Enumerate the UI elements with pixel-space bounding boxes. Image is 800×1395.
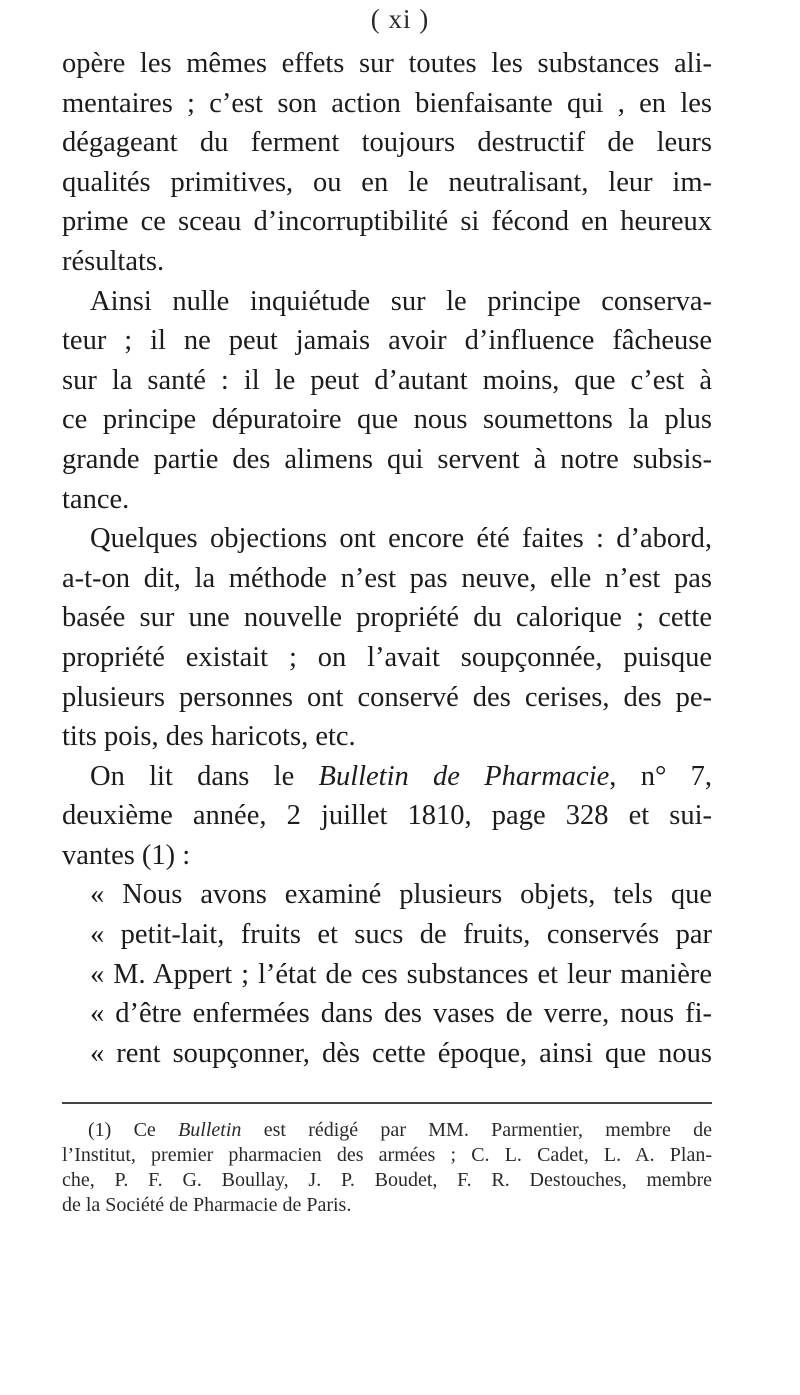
page-number: ( xi )	[370, 4, 430, 34]
text-line: Ainsi nulle inquiétude sur le principe conserva-	[90, 285, 712, 317]
text-line: basée sur une nouvelle propriété du calorique ; cette	[62, 602, 712, 634]
quote-line: « M. Appert ; l’état de ces substances et leur manière	[90, 958, 712, 990]
footnote-line: l’Institut, premier pharmacien des armées ; C. L. Cadet, L. A. Plan-	[62, 1144, 712, 1166]
text-line: plusieurs personnes ont conservé des cerises, des pe-	[62, 681, 712, 713]
text-line: tits pois, des haricots, etc.	[62, 721, 356, 753]
footnote-line: de la Société de Pharmacie de Paris.	[62, 1194, 352, 1216]
quote-line: « d’être enfermées dans des vases de verre, nous fi-	[90, 998, 712, 1030]
footnote-line: che, P. F. G. Boullay, J. P. Boudet, F. R. Destouches, membre	[62, 1169, 712, 1191]
text-line: grande partie des alimens qui servent à notre subsis-	[62, 443, 712, 475]
text-line: qualités primitives, ou en le neutralisant, leur im-	[62, 166, 712, 198]
body-text	[62, 44, 712, 1073]
footnote-divider	[62, 1102, 712, 1104]
text-line: Quelques objections ont encore été faites : d’abord,	[90, 523, 712, 555]
text-line: ce principe dépuratoire que nous soumettons la plus	[62, 404, 712, 436]
text-line: sur la santé : il le peut d’autant moins, que c’est à	[62, 364, 712, 396]
footnote	[62, 1118, 712, 1218]
text-line: opère les mêmes effets sur toutes les substances ali-	[62, 48, 712, 79]
footnote-line: (1) Ce Bulletin est rédigé par MM. Parmentier, membre de	[88, 1119, 712, 1141]
text-line: vantes (1) :	[62, 839, 191, 871]
text-line: prime ce sceau d’incorruptibilité si fécond en heureux	[62, 206, 712, 238]
text-line: tance.	[62, 483, 130, 515]
text-line-italic-ref: On lit dans le Bulletin de Pharmacie, n° 7,	[90, 760, 712, 792]
text-line: a-t-on dit, la méthode n’est pas neuve, elle n’est pas	[62, 562, 712, 594]
quote-line: « rent soupçonner, dès cette époque, ainsi que nous	[90, 1037, 712, 1069]
text-line: mentaires ; c’est son action bienfaisante qui , en les	[62, 87, 712, 119]
quote-line: « petit-lait, fruits et sucs de fruits, conservés par	[90, 919, 712, 951]
journal-title: Bulletin	[178, 1119, 242, 1141]
text-line: dégageant du ferment toujours destructif de leurs	[62, 127, 712, 159]
text-line: deuxième année, 2 juillet 1810, page 328 et sui-	[62, 800, 712, 832]
text-line: teur ; il ne peut jamais avoir d’influence fâcheuse	[62, 325, 712, 357]
quote-line: « Nous avons examiné plusieurs objets, tels que	[90, 879, 712, 911]
text-line: résultats.	[62, 245, 165, 277]
text-line: propriété existait ; on l’avait soupçonnée, puisque	[62, 641, 712, 673]
journal-title: Bulletin de Pharmacie	[318, 760, 610, 792]
